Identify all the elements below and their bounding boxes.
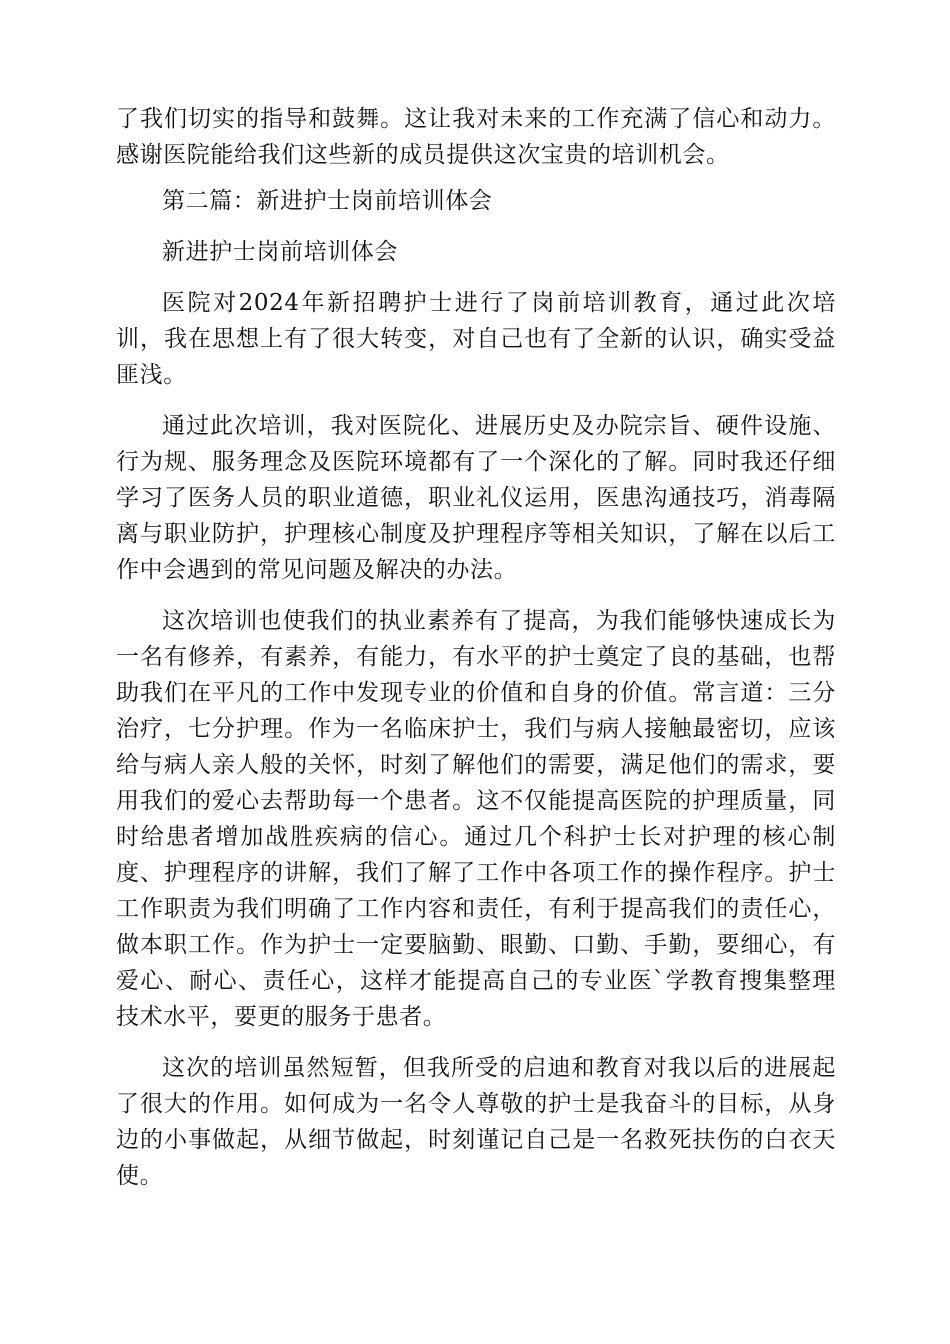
paragraph-continued: 了我们切实的指导和鼓舞。这让我对未来的工作充满了信心和动力。感谢医院能给我们这些新的成员提供这次宝贵的培训机会。 bbox=[116, 106, 836, 168]
paragraph-intro: 医院对2024年新招聘护士进行了岗前培训教育，通过此次培训，我在思想上有了很大转变，对自己也有了全新的认识，确实受益匪浅。 bbox=[116, 290, 836, 388]
article-title: 新进护士岗前培训体会 bbox=[162, 239, 398, 265]
paragraph-professional-quality: 这次培训也使我们的执业素养有了提高，为我们能够快速成长为一名有修养，有素养，有能力，有水平的护士奠定了良的基础，也帮助我们在平凡的工作中发现专业的价值和自身的价值。常言道：三分治疗，七分护理。作为一名临床护士，我们与病人接触最密切，应该给与病人亲人般的关怀，时刻了解他们的需要，满足他们的需求，要用我们的爱心去帮助每一个患者。这不仅能提高医院的护理质量，同时给患者增加战胜疾病的信心。通过几个科护士长对护理的核心制度、护理程序的讲解，我们了解了工作中各项工作的操作程序。护士工作职责为我们明确了工作内容和责任，有利于提高我们的责任心，做本职工作。作为护士一定要脑勤、眼勤、口勤、手勤，要细心，有爱心、耐心、责任心，这样才能提高自己的专业医`学教育搜集整理技术水平，要更的服务于患者。 bbox=[116, 608, 836, 1030]
section-heading: 第二篇：新进护士岗前培训体会 bbox=[162, 188, 493, 214]
paragraph-conclusion: 这次的培训虽然短暂，但我所受的启迪和教育对我以后的进展起了很大的作用。如何成为一名令人尊敬的护士是我奋斗的目标，从身边的小事做起，从细节做起，时刻谨记自己是一名救死扶伤的白衣天使。 bbox=[116, 1055, 836, 1189]
document-page bbox=[116, 101, 836, 1209]
paragraph-training-content: 通过此次培训，我对医院化、进展历史及办院宗旨、硬件设施、行为规、服务理念及医院环境都有了一个深化的了解。同时我还仔细学习了医务人员的职业道德，职业礼仪运用，医患沟通技巧，消毒隔离与职业防护，护理核心制度及护理程序等相关知识，了解在以后工作中会遇到的常见问题及解决的办法。 bbox=[116, 413, 836, 583]
